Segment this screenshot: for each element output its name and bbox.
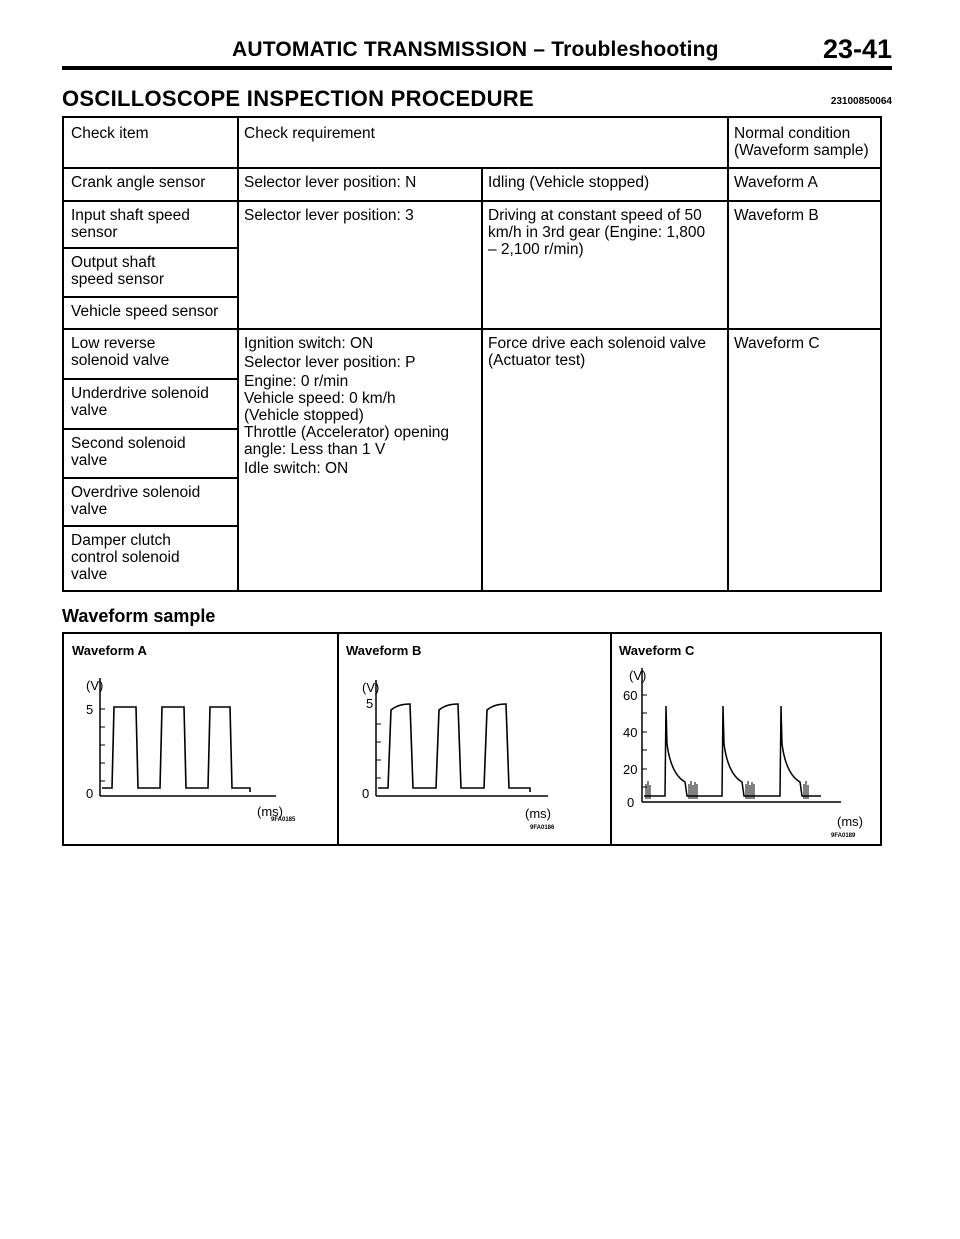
speed-requirement-2: Driving at constant speed of 50 km/h in 3rd gear (Engine: 1,800 – 2,100 r/min)	[488, 207, 706, 258]
y-unit-label: (V)	[362, 680, 380, 695]
waveform-c-graph	[611, 634, 880, 844]
crank-angle-sensor-item: Crank angle sensor	[71, 174, 206, 191]
speed-normal-condition: Waveform B	[734, 207, 819, 224]
header-normal-condition: Normal condition (Waveform sample)	[734, 125, 869, 159]
requirement-line: Throttle (Accelerator) opening angle: Less than 1 V	[244, 424, 450, 458]
waveform-a-panel	[64, 634, 337, 844]
waveform-b-trace	[378, 704, 530, 792]
y-unit-label: (V)	[86, 678, 104, 693]
requirement-line: Idle switch: ON	[244, 460, 349, 477]
y-tick-label: 5	[366, 696, 374, 711]
header-check-requirement: Check requirement	[244, 125, 375, 142]
waveform-sample-box	[62, 632, 882, 846]
x-unit-label: (ms)	[257, 804, 283, 819]
speed-requirement-1: Selector lever position: 3	[244, 207, 414, 224]
y-tick-label: 20	[623, 762, 638, 777]
overdrive-solenoid-item: Overdrive solenoid valve	[71, 484, 201, 518]
waveform-b-title: Waveform B	[346, 643, 422, 658]
section-code: 23100850064	[830, 96, 892, 107]
x-unit-label: (ms)	[837, 814, 863, 829]
y-unit-label: (V)	[629, 668, 647, 683]
waveform-c-panel	[611, 634, 880, 844]
solenoid-normal-condition: Waveform C	[734, 335, 820, 352]
damper-clutch-solenoid-item: Damper clutch control solenoid valve	[71, 532, 180, 583]
figure-code: 9FA0186	[530, 825, 555, 831]
requirement-line: Ignition switch: ON	[244, 335, 374, 352]
waveform-c-noise	[646, 781, 808, 799]
y-tick-label: 60	[623, 688, 638, 703]
low-reverse-solenoid-item: Low reverse solenoid valve	[71, 335, 170, 369]
inspection-table	[62, 116, 882, 592]
waveform-b-panel	[338, 634, 610, 844]
solenoid-requirement-2: Force drive each solenoid valve (Actuator test)	[488, 335, 706, 369]
y-tick-label: 0	[627, 795, 635, 810]
figure-code: 9FA0185	[271, 817, 296, 823]
y-tick-label: 0	[86, 786, 94, 801]
page-number: 23-41	[822, 34, 892, 64]
page-header	[62, 30, 892, 70]
figure-code: 9FA0189	[831, 833, 856, 839]
underdrive-solenoid-item: Underdrive solenoid valve	[71, 385, 209, 419]
y-tick-label: 0	[362, 786, 370, 801]
waveform-a-title: Waveform A	[72, 643, 147, 658]
crank-requirement-1: Selector lever position: N	[244, 174, 417, 191]
waveform-a-graph	[64, 634, 337, 844]
requirement-line: Vehicle speed: 0 km/h (Vehicle stopped)	[244, 390, 396, 424]
crank-normal-condition: Waveform A	[734, 174, 818, 191]
vehicle-speed-sensor-item: Vehicle speed sensor	[71, 303, 219, 320]
waveform-sample-title: Waveform sample	[62, 606, 216, 626]
requirement-line: Selector lever position: P	[244, 354, 416, 371]
waveform-b-graph	[338, 634, 610, 844]
header-rule	[62, 66, 892, 70]
header-check-item: Check item	[71, 125, 149, 142]
solenoid-requirement-1	[237, 328, 477, 477]
requirement-line: Engine: 0 r/min	[244, 373, 349, 390]
x-unit-label: (ms)	[525, 806, 551, 821]
header-title: AUTOMATIC TRANSMISSION – Troubleshooting	[232, 38, 719, 61]
waveform-c-trace	[644, 706, 821, 796]
waveform-c-title: Waveform C	[619, 643, 695, 658]
second-solenoid-item: Second solenoid valve	[71, 435, 186, 469]
input-shaft-sensor-item: Input shaft speed sensor	[71, 207, 190, 241]
waveform-a-trace	[102, 707, 250, 792]
section-title: OSCILLOSCOPE INSPECTION PROCEDURE	[62, 86, 534, 111]
y-tick-label: 5	[86, 702, 94, 717]
output-shaft-sensor-item: Output shaft speed sensor	[71, 254, 165, 288]
crank-requirement-2: Idling (Vehicle stopped)	[488, 174, 650, 191]
y-tick-label: 40	[623, 725, 638, 740]
